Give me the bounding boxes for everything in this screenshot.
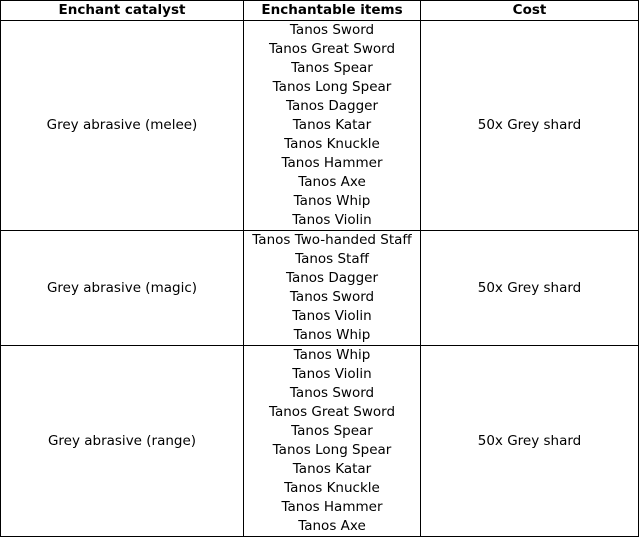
catalyst-name: Grey abrasive (range) bbox=[47, 432, 197, 449]
enchantable-item: Tanos Whip bbox=[293, 193, 371, 209]
cost-cell bbox=[421, 231, 639, 346]
cost-cell bbox=[421, 346, 639, 537]
catalyst-cell bbox=[1, 231, 244, 346]
cost-cell bbox=[421, 21, 639, 231]
catalyst-name: Grey abrasive (melee) bbox=[46, 117, 198, 133]
enchantable-item: Tanos Knuckle bbox=[284, 480, 380, 496]
table-row bbox=[1, 346, 639, 537]
enchantable-item: Tanos Staff bbox=[295, 251, 369, 267]
enchantable-item: Tanos Two-handed Staff bbox=[252, 232, 412, 248]
enchantable-item: Tanos Sword bbox=[289, 22, 375, 38]
header-items: Enchantable items bbox=[244, 1, 421, 21]
enchantable-item: Tanos Dagger bbox=[285, 270, 379, 286]
enchantable-item: Tanos Violin bbox=[292, 308, 372, 324]
cost-value: 50x Grey shard bbox=[477, 432, 582, 449]
enchantable-item: Tanos Knuckle bbox=[284, 136, 380, 152]
catalyst-cell bbox=[1, 346, 244, 537]
enchantable-item: Tanos Hammer bbox=[281, 499, 383, 515]
items-cell bbox=[244, 346, 421, 537]
enchantable-item: Tanos Violin bbox=[292, 366, 372, 382]
cost-value: 50x Grey shard bbox=[477, 117, 582, 133]
header-catalyst: Enchant catalyst bbox=[1, 1, 244, 21]
enchantable-item: Tanos Violin bbox=[292, 212, 372, 228]
table-row bbox=[1, 231, 639, 346]
table-body bbox=[1, 21, 639, 537]
enchantable-item: Tanos Spear bbox=[291, 60, 373, 76]
enchantable-item: Tanos Katar bbox=[292, 117, 372, 133]
enchantable-item: Tanos Sword bbox=[289, 289, 375, 305]
enchantable-item: Tanos Sword bbox=[289, 385, 375, 401]
header-cost: Cost bbox=[421, 1, 639, 21]
enchantable-item: Tanos Spear bbox=[291, 423, 373, 439]
cost-value: 50x Grey shard bbox=[477, 279, 582, 296]
catalyst-cell bbox=[1, 21, 244, 231]
enchantable-item: Tanos Dagger bbox=[285, 98, 379, 114]
enchantable-item: Tanos Axe bbox=[298, 174, 366, 190]
enchantable-item: Tanos Great Sword bbox=[268, 404, 396, 420]
table-row bbox=[1, 21, 639, 231]
enchantable-item: Tanos Katar bbox=[292, 461, 372, 477]
items-cell bbox=[244, 231, 421, 346]
enchantable-item: Tanos Great Sword bbox=[268, 41, 396, 57]
enchantable-item: Tanos Long Spear bbox=[272, 79, 392, 95]
items-cell bbox=[244, 21, 421, 231]
catalyst-name: Grey abrasive (magic) bbox=[46, 279, 198, 296]
enchantable-item: Tanos Hammer bbox=[281, 155, 383, 171]
enchantable-item: Tanos Axe bbox=[298, 518, 366, 534]
header-row bbox=[1, 1, 639, 21]
enchantable-item: Tanos Whip bbox=[293, 327, 371, 343]
enchantable-item: Tanos Whip bbox=[293, 347, 371, 363]
enchantable-item: Tanos Long Spear bbox=[272, 442, 392, 458]
